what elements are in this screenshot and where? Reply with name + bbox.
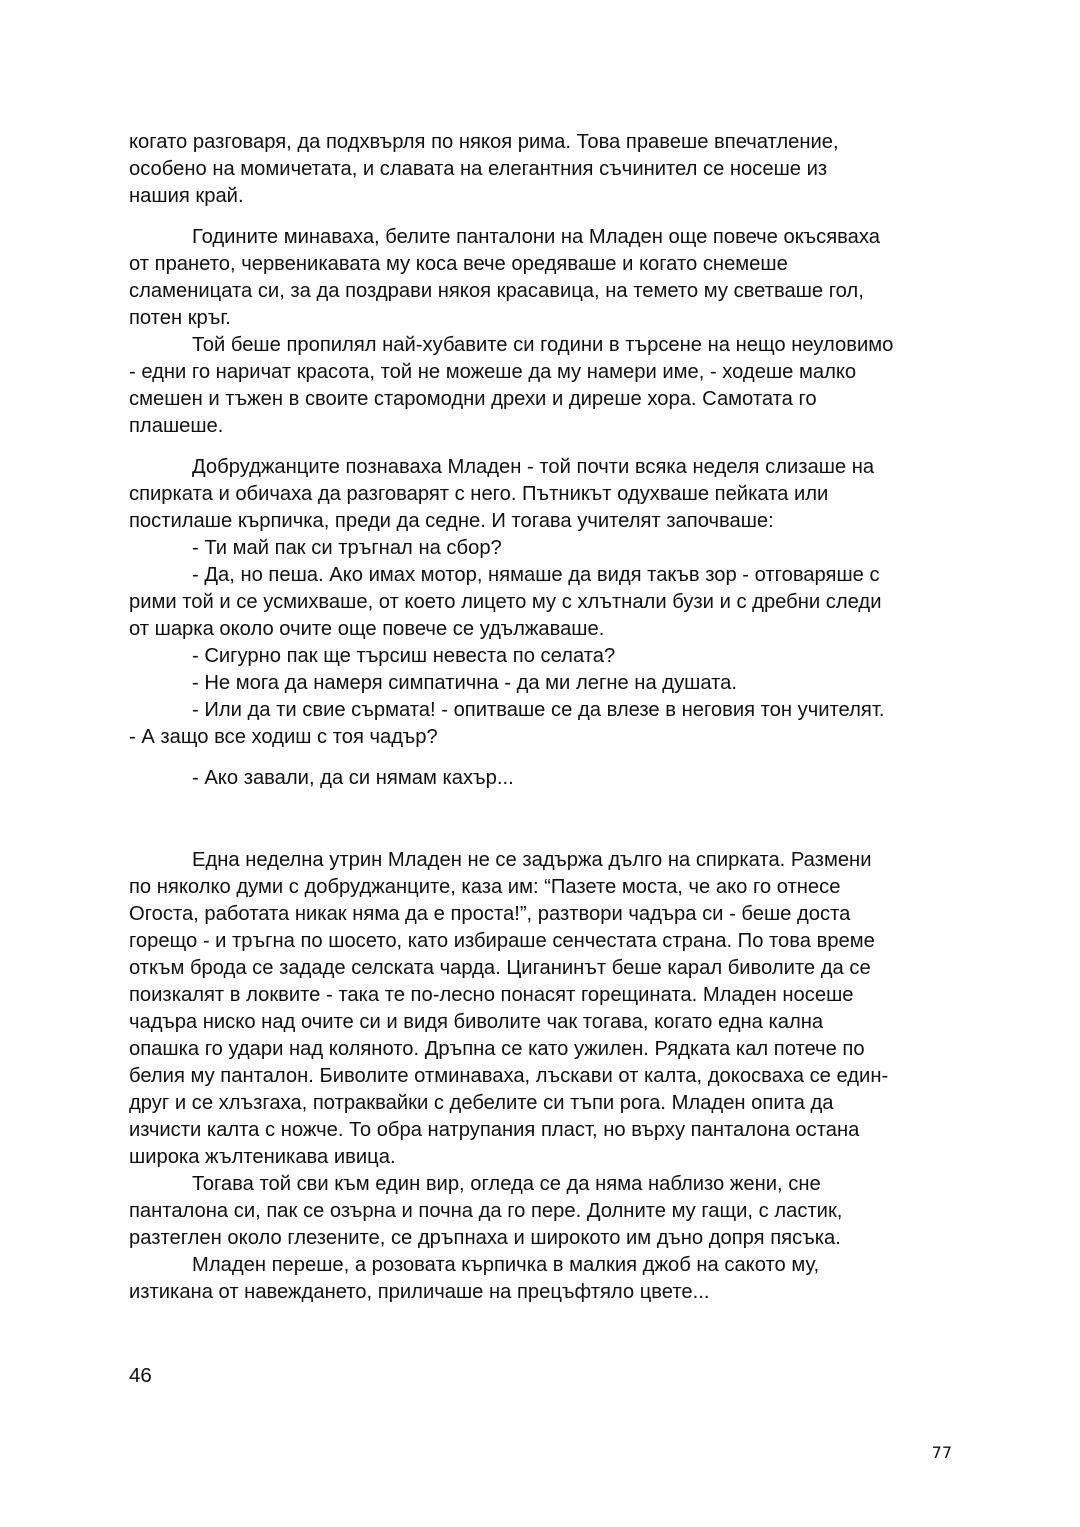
text-line: постилаше кърпичка, преди да седне. И тогава учителят започваше:: [129, 510, 774, 532]
text-line: смешен и тъжен в своите старомодни дрехи и диреше хора. Самотата го: [129, 388, 817, 410]
text-line: горещо - и тръгна по шосето, като избираше сенчестата страна. По това време: [129, 930, 875, 952]
text-line: Той беше пропилял най-хубавите си години в търсене на нещо неуловимо: [192, 334, 894, 356]
paragraph-block-2: [129, 224, 959, 440]
text-line: поизкалят в локвите - така те по-лесно понасят горещината. Младен носеше: [129, 984, 854, 1006]
text-line: от шарка около очите още повече се удължаваше.: [129, 618, 605, 640]
text-line: нашия край.: [129, 185, 244, 207]
text-line: чадъра ниско над очите си и видя биволите чак тогава, когато една кална: [129, 1011, 824, 1033]
paragraph-block-5: [129, 847, 959, 1306]
text-line: белия му панталон. Биволите отминаваха, лъскави от калта, докосваха се един-: [129, 1065, 889, 1087]
text-line: от прането, червеникавата му коса вече оредяваше и когато снемеше: [129, 253, 788, 275]
text-line: изтикана от навеждането, приличаше на прецъфтяло цвете...: [129, 1281, 710, 1303]
text-line: плашеше.: [129, 415, 224, 437]
text-line: опашка го удари над коляното. Дръпна се като ужилен. Рядката кал потече по: [129, 1038, 865, 1060]
text-line: рими той и се усмихваше, от което лицето му с хлътнали бузи и с дребни следи: [129, 591, 882, 613]
text-line: откъм брода се зададе селската чарда. Циганинът беше карал биволите да се: [129, 957, 871, 979]
text-line: спирката и обичаха да разговарят с него. Пътникът одухваше пейката или: [129, 483, 829, 505]
text-line: Годините минаваха, белите панталони на Младен още повече окъсяваха: [192, 226, 880, 248]
text-line: сламеницата си, за да поздрави някоя красавица, на темето му светваше гол,: [129, 280, 864, 302]
text-line: Една неделна утрин Младен не се задържа дълго на спирката. Размени: [192, 849, 872, 871]
text-line: - едни го наричат красота, той не можеше да му намери име, - ходеше малко: [129, 361, 857, 383]
text-line: широка жълтеникава ивица.: [129, 1146, 396, 1168]
text-line: Огоста, работата никак няма да е проста!”, разтвори чадъра си - беше доста: [129, 903, 851, 925]
paragraph-block-4: [129, 765, 959, 792]
text-line: когато разговаря, да подхвърля по някоя рима. Това правеше впечатление,: [129, 131, 839, 153]
text-line: - Не мога да намеря симпатична - да ми легне на душата.: [192, 672, 737, 694]
paragraph-block-1: [129, 129, 959, 210]
text-line: Тогава той сви към един вир, огледа се да няма наблизо жени, сне: [192, 1173, 821, 1195]
text-line: друг и се хлъзгаха, потраквайки с дебелите си тъпи рога. Младен опита да: [129, 1092, 834, 1114]
text-line: по няколко думи с добруджанците, каза им: “Пазете моста, че ако го отнесе: [129, 876, 841, 898]
text-line: потен кръг.: [129, 307, 231, 329]
text-line: панталона си, пак се озърна и почна да го пере. Долните му гащи, с ластик,: [129, 1200, 843, 1222]
text-line: изчисти калта с ножче. То обра натрупания пласт, но върху панталона остана: [129, 1119, 860, 1141]
text-line: Младен переше, а розовата кърпичка в малкия джоб на сакото му,: [192, 1254, 820, 1276]
text-line: - Да, но пеша. Ако имах мотор, нямаше да видя такъв зор - отговаряше с: [192, 564, 880, 586]
book-page-number: 46: [129, 1364, 152, 1387]
text-line: - А защо все ходиш с тоя чадър?: [129, 726, 438, 748]
text-line: разтеглен около глезените, се дръпнаха и широкото им дъно допря пясъка.: [129, 1227, 841, 1249]
scan-page-number: 77: [931, 1443, 952, 1462]
text-line: - Сигурно пак ще търсиш невеста по селата?: [192, 645, 616, 667]
text-line: - Или да ти свие сърмата! - опитваше се да влезе в неговия тон учителят.: [192, 699, 885, 721]
text-line: - Ако завали, да си нямам кахър...: [192, 767, 514, 789]
text-line: особено на момичетата, и славата на елегантния съчинител се носеше из: [129, 158, 828, 180]
text-line: Добруджанците познаваха Младен - той почти всяка неделя слизаше на: [192, 456, 875, 478]
paragraph-block-3: [129, 454, 959, 751]
text-line: - Ти май пак си тръгнал на сбор?: [192, 537, 502, 559]
